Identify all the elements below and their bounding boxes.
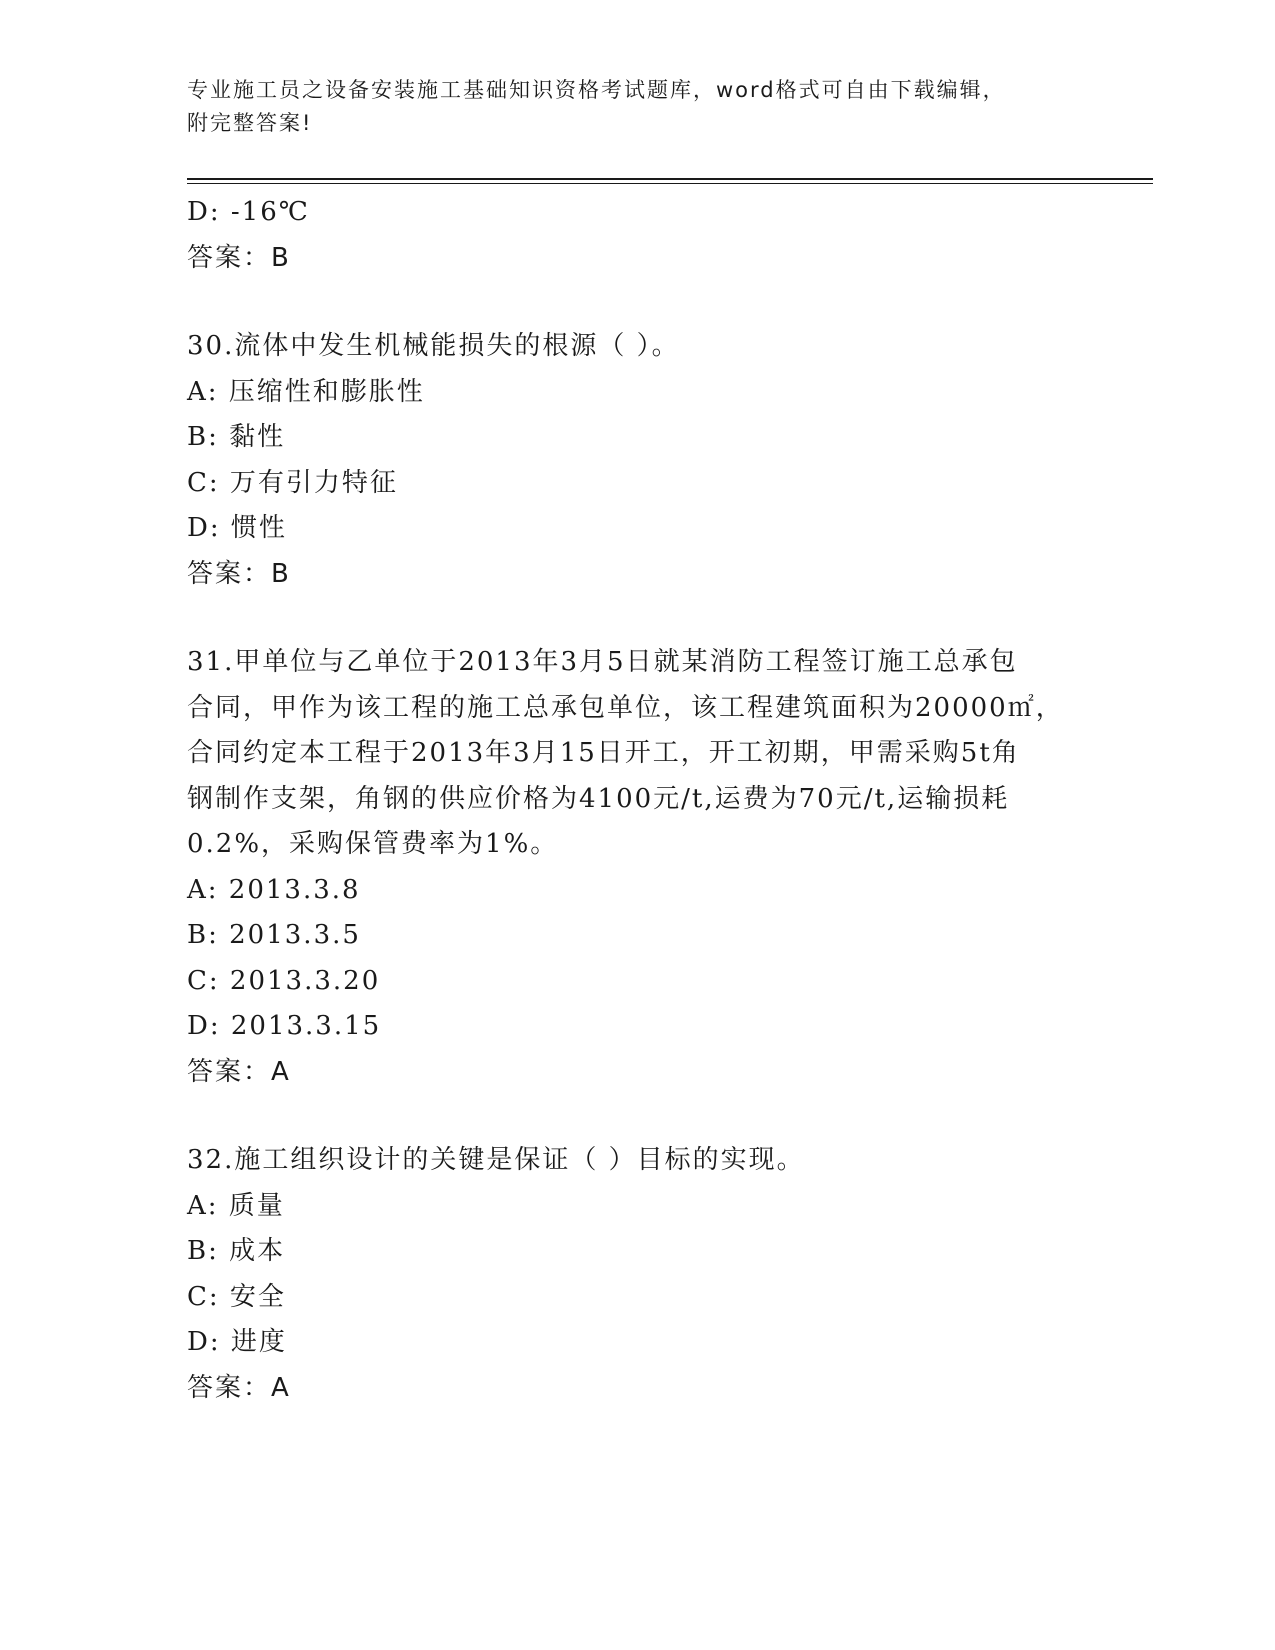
question-stem bbox=[187, 640, 1087, 868]
question-32 bbox=[187, 1138, 1087, 1411]
option-d: D: 惯性 bbox=[187, 513, 287, 543]
option-d: D: 进度 bbox=[187, 1327, 287, 1357]
option-b: B: 黏性 bbox=[187, 422, 286, 452]
option-d: D: 2013.3.15 bbox=[187, 1011, 382, 1041]
previous-question-tail bbox=[187, 190, 1087, 281]
document-header bbox=[187, 74, 1067, 140]
option-a: A: 质量 bbox=[187, 1190, 285, 1221]
header-line-2: 附完整答案! bbox=[187, 111, 313, 135]
question-31 bbox=[187, 640, 1087, 1095]
header-line-1: 专业施工员之设备安装施工基础知识资格考试题库，word格式可自由下载编辑， bbox=[187, 78, 1006, 102]
stem-line: 0.2%，采购保管费率为1%。 bbox=[187, 829, 559, 859]
question-30 bbox=[187, 324, 1087, 597]
stem-line: 31.甲单位与乙单位于2013年3月5日就某消防工程签订施工总承包 bbox=[187, 647, 1018, 677]
question-stem bbox=[187, 324, 1087, 370]
stem-line: 合同约定本工程于2013年3月15日开工，开工初期，甲需采购5t角 bbox=[187, 738, 1020, 768]
header-divider-thin bbox=[187, 183, 1153, 184]
answer-line: 答案：A bbox=[187, 1372, 291, 1403]
option-c: C: 安全 bbox=[187, 1281, 286, 1312]
header-divider-thick bbox=[187, 178, 1153, 180]
option-c: C: 2013.3.20 bbox=[187, 965, 381, 996]
answer-line: 答案：B bbox=[187, 558, 291, 589]
stem-line: 合同，甲作为该工程的施工总承包单位，该工程建筑面积为20000㎡， bbox=[187, 692, 1064, 723]
answer-line: 答案：B bbox=[187, 242, 291, 273]
stem-line: 32.施工组织设计的关键是保证（ ）目标的实现。 bbox=[187, 1145, 805, 1175]
question-list bbox=[187, 190, 1087, 1411]
option-b: B: 2013.3.5 bbox=[187, 920, 361, 950]
stem-line: 钢制作支架，角钢的供应价格为4100元/t,运费为70元/t,运输损耗 bbox=[187, 783, 1010, 814]
stem-line: 30.流体中发生机械能损失的根源（ ）。 bbox=[187, 331, 680, 361]
option-d: D: -16℃ bbox=[187, 197, 310, 227]
option-b: B: 成本 bbox=[187, 1236, 286, 1266]
answer-line: 答案：A bbox=[187, 1056, 291, 1087]
question-stem bbox=[187, 1138, 1087, 1184]
option-c: C: 万有引力特征 bbox=[187, 467, 398, 498]
option-a: A: 压缩性和膨胀性 bbox=[187, 376, 425, 407]
option-a: A: 2013.3.8 bbox=[187, 874, 361, 905]
